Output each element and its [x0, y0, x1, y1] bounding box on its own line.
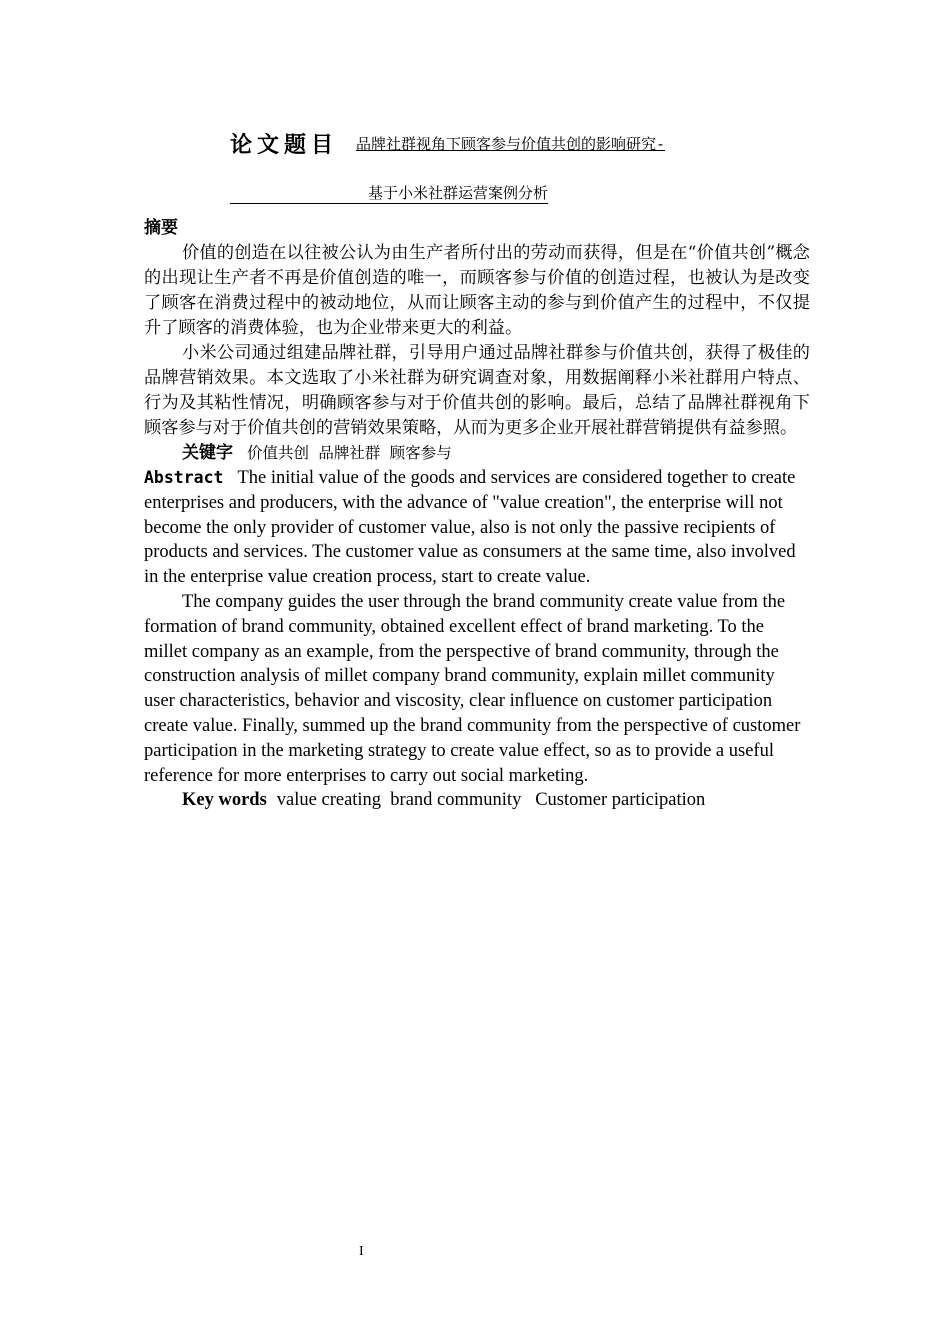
keywords-en-label: Key words — [182, 790, 267, 811]
title-line — [230, 128, 665, 159]
keywords-cn — [144, 441, 810, 466]
keywords-cn-label: 关键字 — [182, 443, 233, 463]
title-label: 论文题目 — [230, 132, 339, 158]
keywords-en — [144, 788, 810, 813]
abstract-cn-paragraph: 小米公司通过组建品牌社群，引导用户通过品牌社群参与价值共创，获得了极佳的品牌营销效果。本文选取了小米社群为研究调查对象，用数据阐释小米社群用户特点、行为及其粘性情况，明确顾客参与对于价值共创的影响。最后，总结了品牌社群视角下顾客参与对于价值共创的营销效果策略，从而为更多企业开展社群营销提供有益参照。 — [144, 343, 810, 438]
abstract-section — [144, 216, 810, 813]
abstract-en-paragraph — [144, 466, 810, 590]
thesis-subtitle: 基于小米社群运营案例分析 — [230, 183, 548, 204]
keywords-en-text: value creating brand community Customer participation — [276, 790, 706, 811]
abstract-cn-heading: 摘要 — [144, 218, 178, 238]
abstract-en-text: The initial value of the goods and services are considered together to create enterprises and producers, with the advance of "value creation", the enterprise will not become the only provider of customer value, also is not only the passive recipients of products and services. The customer value as consumers at the same time, also involved in the enterprise value creation process, start to create value. — [144, 468, 796, 588]
abstract-cn-paragraph: 价值的创造在以往被公认为由生产者所付出的劳动而获得，但是在“价值共创”概念的出现让生产者不再是价值创造的唯一，而顾客参与价值的创造过程，也被认为是改变了顾客在消费过程中的被动地位，从而让顾客主动的参与到价值产生的过程中，不仅提升了顾客的消费体验，也为企业带来更大的利益。 — [144, 243, 810, 338]
abstract-en-paragraph-2: The company guides the user through the brand community create value from the formation of brand community, obtained excellent effect of brand marketing. To the millet company as an example, from the perspective of brand community, through the construction analysis of millet company brand community, explain millet community user characteristics, behavior and viscosity, clear influence on customer participation create value. Finally, summed up the brand community from the perspective of customer participation in the marketing strategy to create value effect, so as to provide a useful reference for more enterprises to carry out social marketing. — [144, 591, 801, 786]
thesis-title: 品牌社群视角下顾客参与价值共创的影响研究- — [356, 135, 666, 153]
keywords-cn-text: 价值共创 品牌社群 顾客参与 — [247, 444, 452, 462]
page-number: I — [359, 1244, 364, 1259]
abstract-en-label: Abstract — [144, 468, 224, 487]
